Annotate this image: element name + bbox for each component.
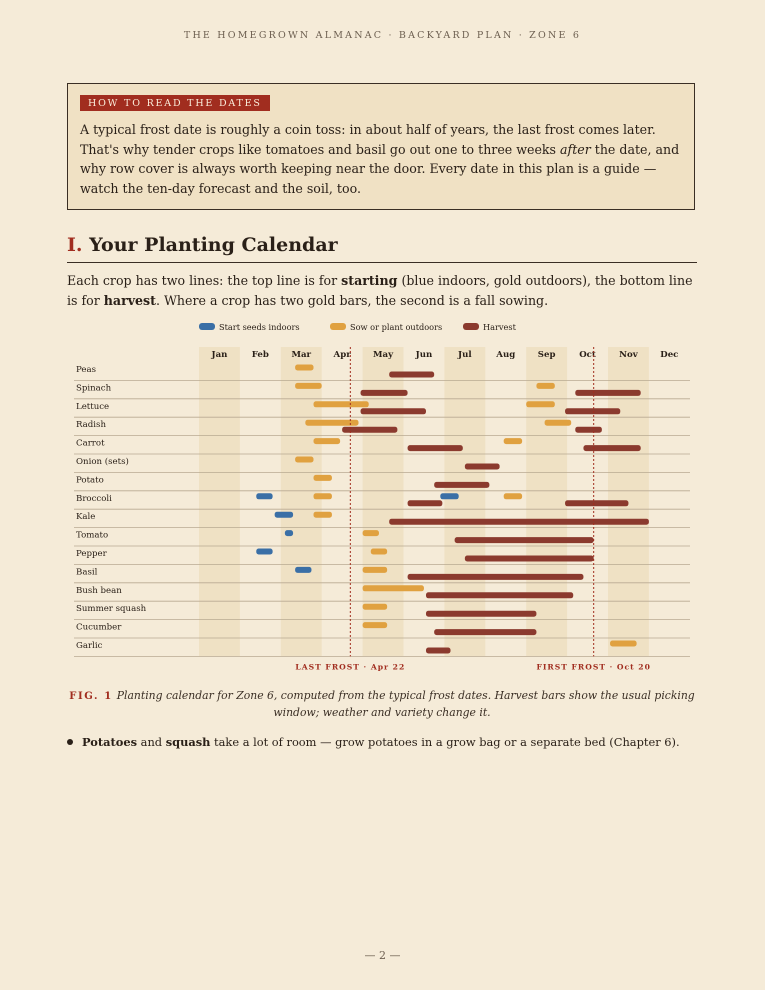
bullet-dot-icon <box>67 739 73 745</box>
bullet-bold: Potatoes <box>82 735 138 749</box>
bullet-item <box>67 735 707 749</box>
section-rule <box>67 262 697 263</box>
outdoor-bar <box>295 457 313 463</box>
crop-label: Radish <box>76 420 106 431</box>
harvest-bar <box>426 611 536 617</box>
outdoor-bar <box>363 530 379 536</box>
callout-text-part: the date, and why row cover is always worth keeping near the door. Every date in this plan is a guide — watch the ten-day forecast and the soil, too. <box>80 141 680 196</box>
outdoor-bar <box>504 438 522 444</box>
outdoor-bar <box>363 622 388 628</box>
harvest-bar <box>408 445 463 451</box>
harvest-bar <box>465 464 500 470</box>
indoor-bar <box>285 530 293 536</box>
harvest-bar <box>426 648 451 654</box>
harvest-bar <box>389 372 434 378</box>
month-label: Oct <box>579 350 596 360</box>
crop-label: Garlic <box>76 641 103 651</box>
legend-swatch <box>463 323 479 330</box>
harvest-bar <box>455 537 594 543</box>
crop-label: Summer squash <box>76 604 147 615</box>
crop-label: Broccoli <box>76 493 112 504</box>
month-label: Apr <box>333 350 351 360</box>
harvest-bar <box>408 574 584 580</box>
callout-box <box>67 83 695 210</box>
crop-label: Tomato <box>76 530 109 541</box>
harvest-bar <box>465 556 594 562</box>
running-head: THE HOMEGROWN ALMANAC · BACKYARD PLAN · ZONE 6 <box>183 30 582 41</box>
figure-caption <box>67 688 697 721</box>
callout-text <box>80 120 680 198</box>
bullet-text: and <box>137 735 166 749</box>
harvest-bar <box>583 445 640 451</box>
outdoor-bar <box>545 420 572 426</box>
outdoor-bar <box>314 438 341 444</box>
month-label: Mar <box>291 350 312 360</box>
indoor-bar <box>256 493 272 499</box>
month-label: Jun <box>415 350 433 360</box>
outdoor-bar <box>314 512 332 518</box>
month-label: May <box>373 350 394 360</box>
indoor-bar <box>256 549 272 555</box>
month-label: Dec <box>660 350 679 360</box>
harvest-bar <box>565 500 628 506</box>
lead-paragraph <box>67 271 701 310</box>
planting-calendar-chart <box>0 315 765 680</box>
month-label: Jan <box>211 350 228 360</box>
lead-part: (blue indoors, gold outdoors), the bottom line is for <box>67 273 693 308</box>
crop-label: Bush bean <box>76 585 122 596</box>
outdoor-bar <box>363 567 388 573</box>
harvest-bar <box>434 482 489 488</box>
harvest-bar <box>565 408 620 414</box>
legend-swatch <box>199 323 215 330</box>
page-number: — 2 — <box>364 949 401 962</box>
outdoor-bar <box>314 475 332 481</box>
crop-label: Pepper <box>76 549 107 559</box>
month-band <box>199 347 240 656</box>
harvest-bar <box>361 390 408 396</box>
harvest-bar <box>361 408 426 414</box>
month-label: Nov <box>619 350 638 360</box>
harvest-bar <box>575 390 640 396</box>
month-label: Jul <box>458 350 472 360</box>
outdoor-bar <box>295 383 322 389</box>
lead-part: . Where a crop has two gold bars, the second is a fall sowing. <box>155 292 549 308</box>
crop-label: Carrot <box>76 438 105 449</box>
harvest-bar <box>408 500 443 506</box>
bullet-text: take a lot of room — grow potatoes in a grow bag or a separate bed (Chapter 6). <box>210 735 680 749</box>
month-band <box>281 347 322 656</box>
outdoor-bar <box>536 383 554 389</box>
legend-label: Start seeds indoors <box>219 322 300 332</box>
crop-label: Cucumber <box>76 622 122 633</box>
harvest-bar <box>426 592 573 598</box>
figure-label: FIG. 1 <box>69 691 113 702</box>
indoor-bar <box>275 512 293 518</box>
callout-emphasis: after <box>560 141 591 157</box>
harvest-bar <box>575 427 602 433</box>
crop-label: Kale <box>76 512 96 523</box>
outdoor-bar <box>363 604 388 610</box>
legend-label: Sow or plant outdoors <box>350 322 443 332</box>
month-band <box>526 347 567 656</box>
outdoor-bar <box>295 365 313 371</box>
outdoor-bar <box>314 401 369 407</box>
crop-label: Potato <box>76 475 104 486</box>
indoor-bar <box>440 493 458 499</box>
indoor-bar <box>295 567 311 573</box>
outdoor-bar <box>363 585 424 591</box>
lead-part: Each crop has two lines: the top line is for <box>67 273 342 288</box>
callout-text-part: A typical frost date is roughly a coin toss: in about half of years, the last frost comes later. That's why tender crops like tomatoes and basil go out one to three weeks <box>80 122 656 157</box>
frost-label: FIRST FROST · Oct 20 <box>536 662 651 672</box>
month-label: Sep <box>537 350 556 360</box>
harvest-bar <box>389 519 649 525</box>
section-number: I. <box>67 234 83 256</box>
outdoor-bar <box>314 493 332 499</box>
crop-label: Onion (sets) <box>76 457 129 467</box>
outdoor-bar <box>610 641 637 647</box>
harvest-bar <box>434 629 536 635</box>
legend-label: Harvest <box>483 322 516 332</box>
lead-bold: harvest <box>103 292 156 308</box>
crop-label: Basil <box>76 567 98 578</box>
bullet-bold: squash <box>165 735 211 749</box>
section-title-text: Your Planting Calendar <box>89 234 338 256</box>
outdoor-bar <box>526 401 555 407</box>
crop-label: Lettuce <box>76 401 110 412</box>
month-band <box>444 347 485 656</box>
figure-caption-text: Planting calendar for Zone 6, computed from the typical frost dates. Harvest bars show the usual picking window; weather and variety change it. <box>116 689 695 719</box>
frost-label: LAST FROST · Apr 22 <box>295 662 406 672</box>
outdoor-bar <box>371 549 387 555</box>
legend-swatch <box>330 323 346 330</box>
crop-label: Spinach <box>76 383 112 394</box>
month-label: Aug <box>496 350 516 360</box>
callout-tag: HOW TO READ THE DATES <box>80 95 270 111</box>
outdoor-bar <box>504 493 522 499</box>
month-label: Feb <box>251 350 269 360</box>
lead-bold: starting <box>341 273 398 288</box>
crop-label: Peas <box>76 365 97 375</box>
section-title <box>67 234 338 256</box>
